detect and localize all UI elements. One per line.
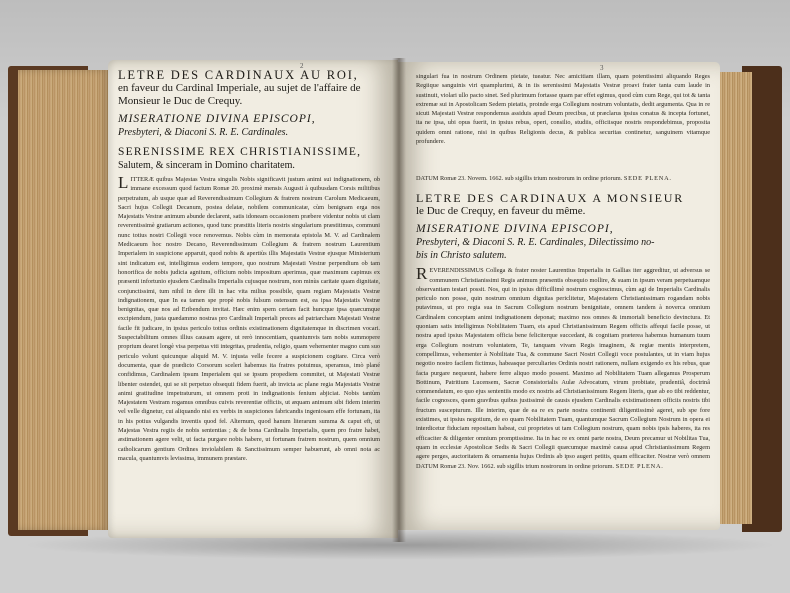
right-title-line2: le Duc de Crequy, en faveur du même. <box>416 205 586 218</box>
right-page-number: 3 <box>600 64 604 72</box>
left-page-number: 2 <box>300 62 304 70</box>
left-salutation: SERENISSIME REX CHRISTIANISSIME, <box>118 146 362 158</box>
right-page-edges <box>718 72 752 524</box>
left-body <box>118 175 380 467</box>
book-gutter <box>392 58 406 542</box>
left-body-text: ITTERÆ quibus Majestas Vestra singulis Nobis significavit justum animi sui indignationem, ob immane excessum quod factum Romæ 20. proximè mensis Augusti à quibusdam Corsis militibus perpetratum, ab usque quæ ad Reverendissimum Collegium & fratrem nostrum Carolum Medicaeum, Sacri hujus Collegii Decanum, postea delatæ, nobilem communicatæ, cùm benignam erga nos Majestatis Vestræ animum abunde declarent, satis idoneam occasionem præbere videntur nobis ut clam reverentissimè gratiarum actiones, quod tunc præstitis literis nostris singularium præstitimus, communi nunc totius nostri Collegii voce renovemus. Nobis cùm in memorata epistola M. V. ad Cardinalem Medicaeum hoc nostro Decano, Reverendissimum Collegium & fratrem nostrum Laurentium Imperialem in suspicione apparuit, quod nobis & apertiùs illis Majestatis Vestræ ejusque Ministerium sint indicatum est, intelligimus eodem tempore, quo nostrum Majestati Vestræ perpendium ob tam honorifica de nobis judicia agnitum, officium nobis impositum aperimus, quæ maximum capimus ex præsenti infortunio ejusdem Cardinalis Imperialis cujusque nostrum, non minùs caritate quam dignitate, conjunctissimi, tum nihil in dere illi in hac vita milius possibile, quam regiam Majestatis Vestræ indignationem, quæ In ea tamen spe propè nobis fulsum ostensum est, ea ipsa Majestatis Vestræ benignitas, quæ nos ad Eribendum invitat. Hæc enim spem certam facit huncque ipsa quæcumque excipiendum, justa quædammo nostras pro Cardinali Imperiali preces ad patriarcham Majestati Vestræ facile fit judicare, in ipsius periculo totius ordinis existimationem dignitatemque in discrimen vocari. Suspectabilitum omnes illius causam agere, ut rerò innocentiam, quantumvis tam nobis summopere proprium dearet longè visa perpetua viti integritas, prudentia, religio, quam vehementer magno cum suo periculo volunt quicunque aliquid M. V. injusta velle fecere a suspicionem cogitare. Circa verò documenta, quæ de prædicto Corsorum sceleri habemus ita fratres potuimus, speramus, imò plané confidimus, Cardinalem ipsum Imperialem qui se ipsum propediem commitet, ut Majestati Vestræ libenter ostendet, qui se sit perpetuo obsequii fidem fuerit, ab invicta ac plane regia Majestatis Vestræ animi gratitudine impetraturum, ut omnem proti in indignationis fenium abjiciat. Nobis tantùm Majestatem Vestram rogamus omnibus cuivis reverentiæ officiis, ut æquam animum sibi fidem interim vel velle dignetur, cui aliquando nisi ex verbis in suspiciones fabricandis ingeniosam effe fortunam, ita in his potius vulgandis inventis quod fel. Alternum, quod hanum literarum summa & caput eft, ut Majestas Vestra regiis de nobis sententias ; & de bona Cardinalis Imperialis, quem pro fratre habet, æstimationem agere velit, ut facta purgare nobis habere, ut fortunam fratrem nostrum, quem omnium catholicarum gentium Ordines inviolabilem & Sanctissimum semper habuerunt, ab omni nota ac macula, quantumvis levissima, immunem præstare. <box>118 176 380 462</box>
right-miseratione: MISERATIONE DIVINA EPISCOPI, <box>416 223 614 236</box>
left-page-edges <box>18 70 110 530</box>
right-carry-sign: SEDE PLENA. <box>623 175 672 182</box>
right-carry-date: DATUM Romæ 23. Novem. 1662. sub sigillis trium nostrorum in ordine priorum. <box>416 175 623 182</box>
right-carry-text: singulari fua in nostrum Ordinem pietate, tueatur. Nec amicitiam illam, quam potentissimi aliquando Reges Regiique sanguinis viri quamplurimi, & in iis serenissimi Majestatis Vestræ proavi frater tanta cum laude in sustinuit, violari ullo pacto sinet. Sed plurimum fortasse quam par effet egimus, quod cùm cum Rege, qui tot & tanta extremæ sui in Apostolicam Sedem pietatis, proinde erga Collegium nostrum voluntatis, dedit argumenta. Qua in re sicuti Majestati Vestræ respondemus assiduis apud Deum precibus, ut præclarus ipsius conatus & incepta fortunet, ita ne ipsa, ubi opus fuerit, in ipsius rebus, operi, consilio, studiis, officiisque nostris respondebimus, proposita quidem omni ratione, nisi in quibus Religionis decus, & publica securitas continetur, sanguinem vitamque profundere. <box>416 73 710 146</box>
right-title: LETRE DES CARDINAUX A MONSIEUR <box>416 191 685 206</box>
left-title-line2: en faveur du Cardinal Imperiale, au sujet de l'affaire de <box>118 82 361 94</box>
right-end-date: DATUM Romæ 23. Nov. 1662. sub sigillis trium nostrorum in ordine priorum. <box>416 463 615 471</box>
left-title: LETRE DES CARDINAUX AU ROI, <box>118 68 359 82</box>
right-miseratione-line3: bis in Christo salutem. <box>416 250 507 262</box>
right-end <box>416 462 710 471</box>
left-miseratione: MISERATIONE DIVINA EPISCOPI, <box>118 113 316 125</box>
left-page-content <box>118 68 380 467</box>
right-miseratione-line2: Presbyteri, & Diaconi S. R. E. Cardinales, Dilectissimo no- <box>416 237 655 249</box>
right-carry-end <box>416 174 710 183</box>
left-title-line3: Monsieur le Duc de Crequy. <box>118 95 243 107</box>
right-body-text: EVERENDISSIMUS Collega & frater noster Laurentius Imperialis in Gallias iter aggreditur, ut adversus se communem Christianissimi Regis animum præsentis obsequio mollire, & suam in ipsum veram perpetuamque observantiam testari possit. Nos, qui in ipsius difficillimè nostrum cognoscimus, cùm agi de Imperialis Cardinalis periculo non posse, quin nostrum omnium dignitas periclitetur, Majestatem Christianissimam rogandam nobis putavimus, ut pro regia sua in Sacrum Collegium nostrum benignitate, omnem tandem à noverca omnium Cardinalem conceptam animi indignationem deponat; maximo nos omnes & immortali beneficio devinctura. Et quoniam satis intelligimus Nobilitatem Tuam, eis apud Christianissimum Regem officiis affequi facile posse, ut nostra apud ipsius Majestatem officia bene feliciterque succedant, & cognitam præterea habemus humanum tuum erga Collegium nostrum voluntatem, Te, tanquam vivam Regis imaginem, & regiæ mentis interpretem, compellimus, vehementer à Nobilitate Tua, & commune Sacri Nostri Collegii voce postulantes, ut in viam hujus negotio nostro facilem fictimus, habeasque perculiaries Ordinis nostri rationem, nullam exigendo ex his rebus, quæ facta purgare nequeunt, habere ferre aliquo modo possent. Maximo ad Nobilitatem Tuam allegamus Prosperum Bottinum, Patritium Lucensem, Sacræ Consistorialis Aulæ Advocatum, virum probitate, prudentiâ, doctrinâ commendatum, eo quo ejus sententiis modo ex nostris ad Christianissimum Regem literis, quæ ab eo tibi reddentur, facile cognosces, quem gravibus quibus justissimè de causis ejusdem Cardinalis existimationem officiis nostris tibi fructum suscepturum. Ille interim, quæ de ea re ex parte nostra continenti diligentissimè ageret, sub spe fore existimes, ut ipsius negotium, de eo quam Nobilitatem Tuam, quantumque Sacrum Collegium Nostrum in opera ei interdicetur fiduciam repositam habeat, cui proprietes ut tam Collegium nostrum, quam nobis ipsis haberes, ita res efficaciter & diligenter omnium promptissime. Ita in hac re ex omni parte nostra, Deum precamur ut Nobilitas Tua, quam in ecclesiæ Apostolicæ Sedis & Sacri Collegii quæcumque maximè causa apud Christianissimum Regem agere perges, auctoritatem & ornamenta hujus Ordinis ab ipso augeri petitis, quam efficaciter. Nostræ verò omnem <box>416 267 710 461</box>
right-page-content <box>416 72 710 472</box>
left-miseratione-line2: Presbyteri, & Diaconi S. R. E. Cardinales. <box>118 127 289 138</box>
left-salutation-line2: Salutem, & sinceram in Domino charitatem. <box>118 160 295 171</box>
right-body <box>416 266 710 462</box>
right-end-sign: SEDE PLENA. <box>615 463 664 471</box>
right-dropcap: R <box>416 266 428 284</box>
left-dropcap: L <box>118 175 129 192</box>
